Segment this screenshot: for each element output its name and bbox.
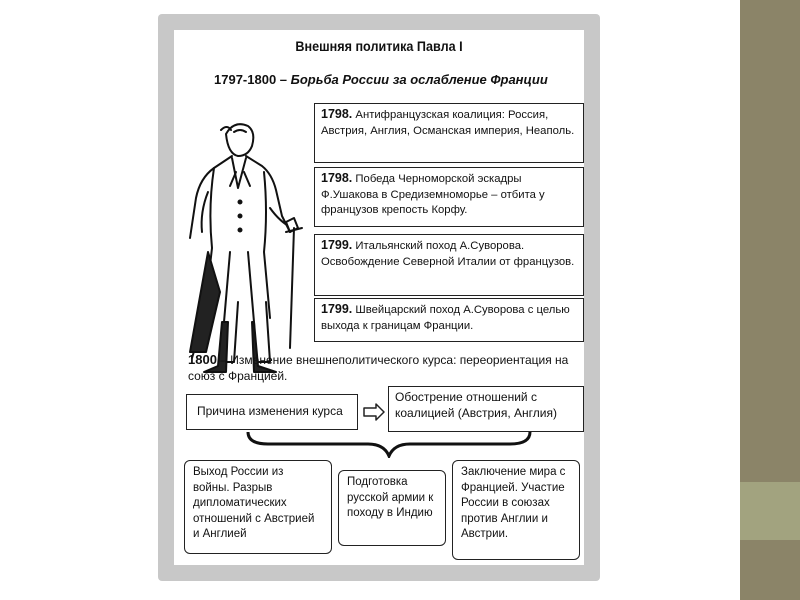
event-year: 1799. [321,238,353,252]
cause-box: Причина изменения курса [186,394,358,430]
outcome-box-india: Подготовка русской армии к походу в Индию [338,470,446,546]
event-year: 1799. [321,302,353,316]
event-box-swiss-campaign [314,298,584,342]
event-text: Швейцарский поход А.Суворова с целью выхода к границам Франции. [321,304,570,332]
event-box-corfu [314,167,584,227]
outcome-box-withdrawal: Выход России из войны. Разрыв дипломатических отношений с Австрией и Англией [184,460,332,554]
page-title: Внешняя политика Павла I [295,38,463,54]
slide-side-accent [740,482,800,540]
event-year: 1798. [321,171,353,185]
period-text: Борьба России за ослабление Франции [290,72,548,87]
course-change-year: 1800 [188,352,217,367]
period-years: 1797-1800 [214,72,277,87]
event-text: Антифранцузская коалиция: Россия, Австрия, Англия, Османская империя, Неаполь. [321,109,575,137]
document-sheet [174,30,584,565]
event-text: Итальянский поход А.Суворова. Освобождение Северной Италии от французов. [321,240,575,268]
event-text: Победа Черноморской эскадры Ф.Ушакова в Средиземноморье – отбита у французов крепость Корфу. [321,173,545,216]
period-dash: – [276,72,291,87]
course-change-description: – Изменение внешнеполитического курса: переориентация на союз с Францией. [188,353,569,383]
arrow-right-icon [362,402,386,422]
brace-icon [244,430,534,458]
result-box: Обострение отношений с коалицией (Австрия, Англия) [388,386,584,432]
paul-portrait-icon [174,112,314,382]
event-box-italian-campaign [314,234,584,296]
event-box-coalition [314,103,584,163]
event-year: 1798. [321,107,353,121]
period-heading [214,72,574,87]
outcome-box-peace: Заключение мира с Францией. Участие России в союзах против Англии и Австрии. [452,460,580,560]
course-change-text [188,352,584,384]
